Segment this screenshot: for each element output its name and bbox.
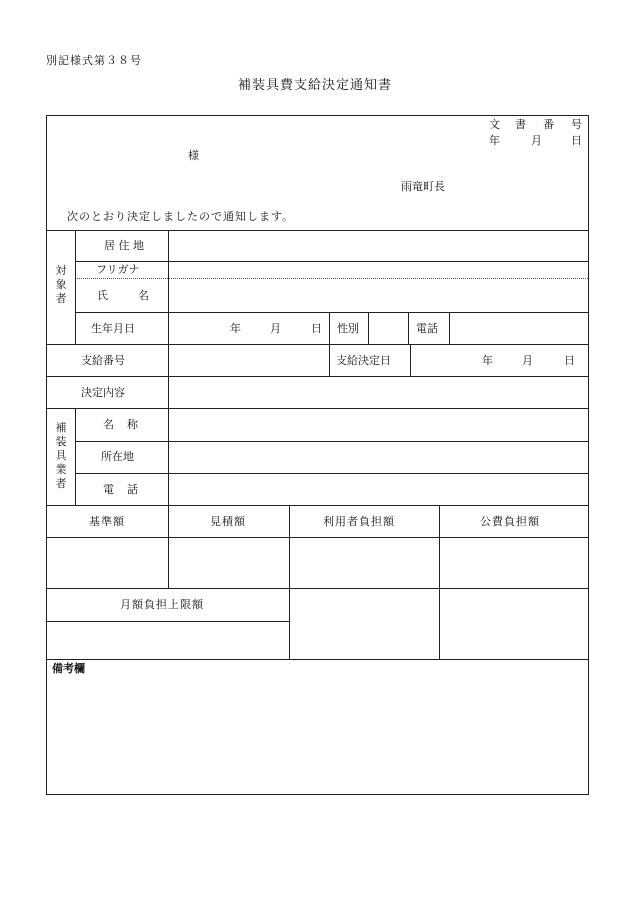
- header-month: 月: [531, 134, 542, 147]
- provider-address-label: 所在地: [101, 450, 134, 463]
- user-burden-header: 利用者負担額: [323, 515, 395, 528]
- birth-month: 月: [270, 322, 281, 335]
- birth-day: 日: [311, 322, 322, 335]
- residence-label: 居 住 地: [104, 239, 144, 252]
- name-label-char-1: 氏: [97, 289, 108, 302]
- addressee-suffix: 様: [188, 149, 199, 162]
- decision-date-label: 支給決定日: [336, 354, 391, 367]
- provider-phone-char-2: 話: [127, 483, 138, 496]
- public-burden-header: 公費負担額: [480, 515, 540, 528]
- standard-amount-header: 基準額: [89, 515, 125, 528]
- header-year: 年: [489, 134, 500, 147]
- decision-year: 年: [482, 354, 493, 367]
- decision-month: 月: [522, 354, 533, 367]
- phone-label: 電話: [416, 322, 438, 335]
- notice-text: 次のとおり決定しましたので通知します。: [67, 210, 295, 223]
- birthdate-label: 生年月日: [91, 322, 135, 335]
- notice-form-table: [46, 115, 589, 795]
- decision-content-label: 決定内容: [81, 386, 125, 399]
- form-number: 別記様式第３８号: [46, 54, 142, 67]
- page-title: 補装具費支給決定通知書: [237, 78, 392, 93]
- subject-group-label: 対象者: [55, 264, 67, 305]
- sex-label: 性別: [337, 322, 359, 335]
- provider-group-label: 補装具業者: [55, 421, 67, 490]
- payment-number-label: 支給番号: [81, 354, 125, 367]
- doc-number-char-1: 文: [489, 118, 500, 131]
- provider-name-char-1: 名: [103, 418, 114, 431]
- remarks-label: 備考欄: [52, 662, 85, 675]
- name-label-char-2: 名: [138, 289, 149, 302]
- doc-number-char-2: 書: [515, 118, 526, 131]
- furigana-label: フリガナ: [96, 263, 140, 276]
- header-day: 日: [571, 134, 582, 147]
- birth-year: 年: [230, 322, 241, 335]
- doc-number-char-3: 番: [543, 118, 554, 131]
- estimate-amount-header: 見積額: [210, 515, 246, 528]
- decision-day: 日: [564, 354, 575, 367]
- issuer-name: 雨竜町長: [401, 180, 445, 193]
- provider-phone-char-1: 電: [103, 483, 114, 496]
- doc-number-char-4: 号: [571, 118, 582, 131]
- monthly-cap-label: 月額負担上限額: [120, 598, 204, 611]
- provider-name-char-2: 称: [127, 418, 138, 431]
